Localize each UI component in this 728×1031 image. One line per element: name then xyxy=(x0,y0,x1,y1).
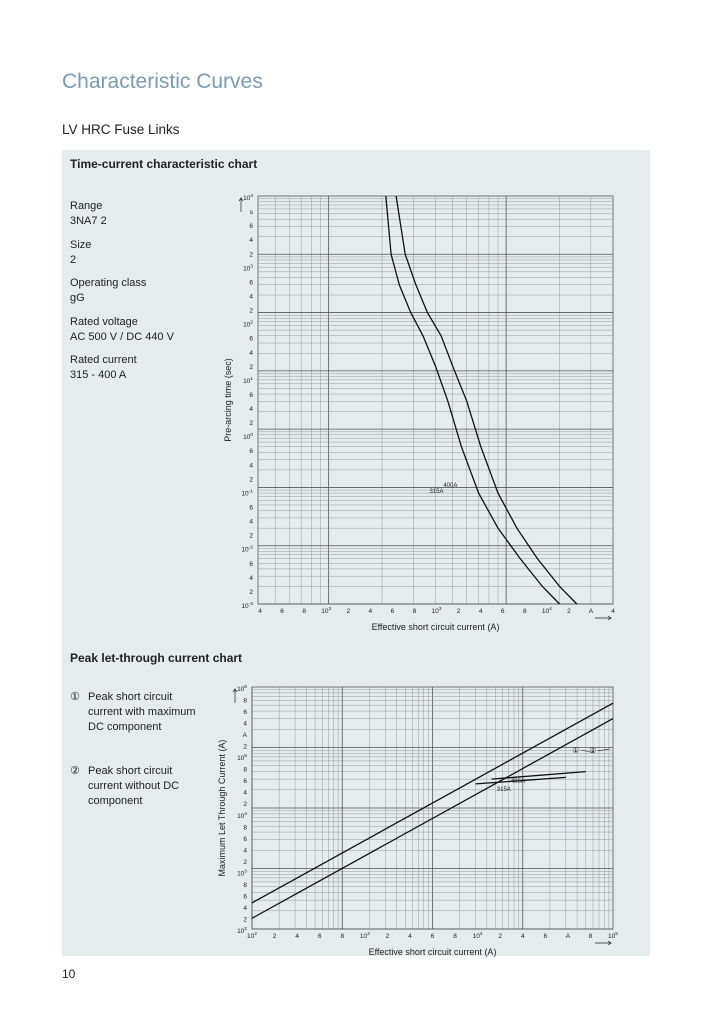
note-number: ② xyxy=(70,765,80,777)
x-tick-label: 6 xyxy=(390,608,395,615)
y-tick-label: 2 xyxy=(249,588,253,596)
annotation-400a: 400A xyxy=(443,483,458,490)
x-tick-label: A xyxy=(588,608,594,615)
x-tick-label: $10^3$ xyxy=(321,607,332,615)
spec-label: Size xyxy=(70,239,92,251)
y-tick-label: 4 xyxy=(243,904,247,912)
y-tick-label: 4 xyxy=(243,847,247,855)
x-tick-label: 4 xyxy=(258,608,262,615)
y-tick-label: $10^1$ xyxy=(243,376,253,385)
y-tick-label: 6 xyxy=(249,223,253,231)
y-tick-label: $10^5$ xyxy=(237,754,247,763)
x-tick-label: 6 xyxy=(280,608,284,615)
y-tick-label: 8 xyxy=(243,697,247,705)
annotation-315a: 315A xyxy=(496,786,511,793)
y-tick-label: 2 xyxy=(243,916,247,924)
peak-chart-heading: Peak let-through current chart xyxy=(70,651,243,665)
annotation-circle-2: ② xyxy=(589,745,597,755)
x-axis-arrow xyxy=(595,941,611,945)
x-tick-label: $10^3$ xyxy=(359,932,370,940)
y-tick-label: $10^{-2}$ xyxy=(241,545,253,554)
x-tick-label: 2 xyxy=(567,608,571,615)
y-tick-label: 6 xyxy=(249,560,253,568)
y-tick-label: 6 xyxy=(243,778,247,786)
annotation-400a: 400A xyxy=(510,779,525,786)
y-tick-label: 4 xyxy=(249,349,253,357)
y-tick-label: $10^0$ xyxy=(243,433,253,442)
y-axis-arrow xyxy=(239,198,243,212)
y-tick-label: 4 xyxy=(249,518,253,526)
spec-value: 3NA7 2 xyxy=(70,215,107,227)
spec-value: gG xyxy=(70,292,85,304)
y-tick-label: 4 xyxy=(243,789,247,797)
y-tick-label: 4 xyxy=(243,720,247,728)
spec-value: AC 500 V / DC 440 V xyxy=(70,331,174,343)
y-tick-label: $10^{-1}$ xyxy=(241,489,253,498)
spec-value: 2 xyxy=(70,254,77,266)
x-tick-label: 6 xyxy=(317,933,322,940)
y-tick-label: 4 xyxy=(249,574,253,582)
annotation-315a: 315A xyxy=(429,489,444,496)
note-number: ① xyxy=(70,691,80,703)
x-tick-label: 2 xyxy=(456,608,461,615)
x-axis-title: Effective short circuit current (A) xyxy=(371,622,500,632)
x-tick-label: 8 xyxy=(302,608,306,615)
x-tick-label: $10^3$ xyxy=(431,607,442,615)
x-tick-label: $10^5$ xyxy=(608,932,618,940)
x-tick-label: 4 xyxy=(611,608,615,615)
y-tick-label: $10^2$ xyxy=(243,320,253,329)
spec-label: Range xyxy=(70,200,103,212)
note-text: Peak short circuit current with maximum DC component xyxy=(88,691,196,733)
y-tick-label: 6 xyxy=(249,391,253,399)
note-text: Peak short circuit current without DC component xyxy=(88,765,180,807)
x-tick-label: 4 xyxy=(368,608,373,615)
x-tick-label: 8 xyxy=(522,608,527,615)
y-tick-label: 6 xyxy=(249,448,253,456)
y-tick-label: 8 xyxy=(243,881,247,889)
y-tick-label: 6 xyxy=(249,335,253,343)
y-tick-label: 2 xyxy=(249,532,253,540)
x-tick-label: 6 xyxy=(543,933,548,940)
y-tick-label: 2 xyxy=(249,251,253,259)
x-tick-label: 8 xyxy=(340,933,345,940)
x-tick-label: 4 xyxy=(478,608,483,615)
y-tick-label: 6 xyxy=(249,504,253,512)
y-tick-label: 2 xyxy=(243,801,247,809)
x-tick-label: 8 xyxy=(588,933,593,940)
y-tick-label: 2 xyxy=(249,363,253,371)
y-tick-label: 2 xyxy=(249,476,253,484)
x-tick-label: 2 xyxy=(498,933,502,940)
y-tick-label: 8 xyxy=(243,766,247,774)
x-tick-label: 4 xyxy=(295,933,299,940)
x-axis-title: Effective short circuit current (A) xyxy=(368,947,497,957)
x-tick-label: $10^2$ xyxy=(247,932,257,940)
y-tick-label: $10^2$ xyxy=(237,927,247,935)
y-tick-label: $10^3$ xyxy=(243,264,253,273)
spec-label: Rated voltage xyxy=(70,316,138,328)
y-tick-label: $10^6$ xyxy=(237,685,247,693)
y-tick-label: 4 xyxy=(249,406,253,414)
y-tick-label: s xyxy=(249,209,253,217)
y-tick-label: $10^4$ xyxy=(237,811,247,820)
y-tick-label: A xyxy=(242,732,247,740)
y-tick-label: $10^3$ xyxy=(237,869,247,878)
x-tick-label: 8 xyxy=(453,933,457,940)
y-tick-label: 4 xyxy=(249,293,253,301)
page-number: 10 xyxy=(62,967,76,981)
spec-label: Rated current xyxy=(70,354,137,366)
annotation-circle-1: ① xyxy=(572,745,580,755)
x-tick-label: $10^4$ xyxy=(541,607,552,615)
spec-value: 315 - 400 A xyxy=(70,369,127,381)
y-axis-title: Maximum Let Through Current (A) xyxy=(217,739,227,877)
x-tick-label: 4 xyxy=(520,933,525,940)
y-tick-label: $10^4$ xyxy=(243,194,253,202)
time-chart-heading: Time-current characteristic chart xyxy=(70,157,258,171)
x-tick-label: $10^4$ xyxy=(472,932,483,940)
x-tick-label: 8 xyxy=(412,608,417,615)
y-tick-label: 6 xyxy=(249,279,253,287)
y-tick-label: 8 xyxy=(243,824,247,832)
y-tick-label: 6 xyxy=(243,709,247,717)
x-tick-label: 2 xyxy=(346,608,351,615)
x-tick-label: A xyxy=(565,933,571,940)
y-tick-label: 6 xyxy=(243,835,247,843)
y-tick-label: $10^{-3}$ xyxy=(241,602,253,610)
y-tick-label: 2 xyxy=(249,420,253,428)
page-title: Characteristic Curves xyxy=(62,70,263,93)
y-tick-label: 6 xyxy=(243,893,247,901)
x-tick-label: 2 xyxy=(272,933,277,940)
y-tick-label: 2 xyxy=(243,858,247,866)
y-tick-label: 4 xyxy=(249,462,253,470)
x-tick-label: 6 xyxy=(500,608,505,615)
y-tick-label: 2 xyxy=(243,743,247,751)
x-tick-label: 4 xyxy=(408,933,412,940)
y-tick-label: 2 xyxy=(249,307,253,315)
page-subtitle: LV HRC Fuse Links xyxy=(62,122,180,137)
y-axis-title: Pre-arcing time (sec) xyxy=(223,358,233,442)
x-tick-label: 2 xyxy=(385,933,390,940)
x-tick-label: 6 xyxy=(430,933,435,940)
y-axis-arrow xyxy=(233,689,237,703)
x-axis-arrow xyxy=(595,616,611,620)
y-tick-label: 4 xyxy=(249,237,253,245)
spec-label: Operating class xyxy=(70,277,147,289)
